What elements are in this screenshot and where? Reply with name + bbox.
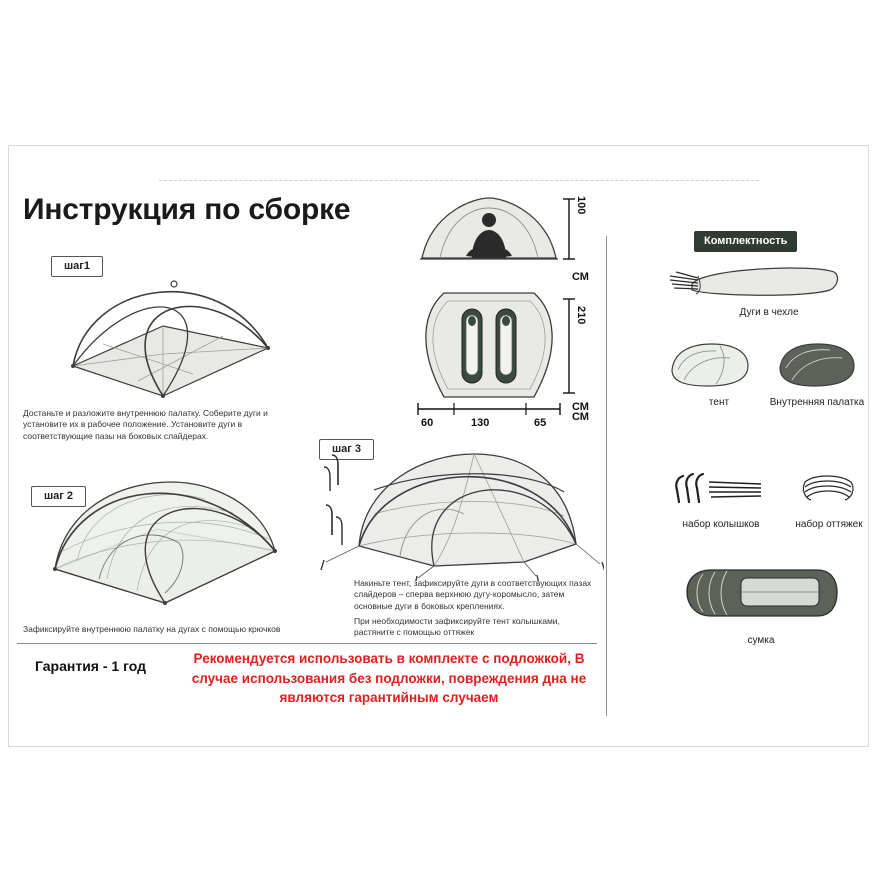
kit-item-stakes-figure <box>669 468 769 514</box>
step-1-caption: Достаньте и разложите внутреннюю палатку. Соберите дуги и установите их в рабочее положение. Установите дуги в соответствующие пазы на боковых слайдерах. <box>23 408 268 441</box>
length-dimension-bar <box>562 296 576 396</box>
width-right-value: 65 <box>534 417 547 429</box>
page-title: Инструкция по сборке <box>23 193 351 226</box>
kit-item-guylines-label: набор оттяжек <box>795 519 863 530</box>
width-dimension-bar <box>414 402 564 418</box>
kit-item-poles-label: Дуги в чехле <box>739 307 799 318</box>
kit-item-stakes-label: набор колышков <box>682 519 760 530</box>
step-2-badge: шаг 2 <box>31 486 86 507</box>
divider-vertical <box>606 236 607 716</box>
divider-horizontal-bottom <box>17 643 597 644</box>
step-3-peg-details <box>314 451 354 561</box>
step-2-caption: Зафиксируйте внутреннюю палатку на дугах с помощью крючков <box>23 624 281 634</box>
height-dimension-unit: СМ <box>572 271 589 283</box>
kit-item-bag-label: сумка <box>747 635 775 646</box>
kit-item-guylines-figure <box>799 470 859 512</box>
warning-text: Рекомендуется использовать в комплекте с подложкой, В случае использования без подложки, повреждения дна не являются гарантийным случаем <box>191 651 587 706</box>
length-dimension-value: 210 <box>575 306 587 325</box>
kit-item-inner-tent-figure <box>774 336 860 392</box>
instruction-panel <box>8 145 869 747</box>
step-1-badge: шаг1 <box>51 256 103 277</box>
divider-dashed-top <box>159 180 759 181</box>
kit-item-inner-tent-label: Внутренняя палатка <box>769 397 865 408</box>
height-dimension-bar <box>562 196 576 262</box>
step-3-figure <box>314 436 604 581</box>
tent-floorplan-figure <box>414 291 564 401</box>
width-left-value: 60 <box>421 417 434 429</box>
step-3-caption-1: Накиньте тент, зафиксируйте дуги в соответствующих пазах слайдеров – сперва верхнюю дугу-коромысло, затем основные дуги в боковых креплениях. <box>354 578 592 611</box>
step-3-caption-2: При необходимости зафиксируйте тент колышками, растяните с помощью оттяжек <box>354 616 560 638</box>
kit-item-rainfly-figure <box>664 336 754 392</box>
step-3-badge: шаг 3 <box>319 439 374 460</box>
step-1-figure <box>43 256 293 406</box>
width-center-value: 130 <box>471 417 490 429</box>
length-dimension-unit: СМ <box>572 401 589 413</box>
height-dimension-value: 100 <box>575 196 587 215</box>
kit-item-poles-figure <box>664 254 844 302</box>
warranty-text: Гарантия - 1 год <box>35 658 146 674</box>
kit-item-rainfly-label: тент <box>708 397 730 408</box>
step-2-figure <box>37 451 297 616</box>
kit-item-bag-figure <box>681 558 841 628</box>
width-dimension-unit: СМ <box>572 411 589 423</box>
tent-profile-figure <box>414 196 564 266</box>
kit-badge: Комплектность <box>694 231 797 252</box>
